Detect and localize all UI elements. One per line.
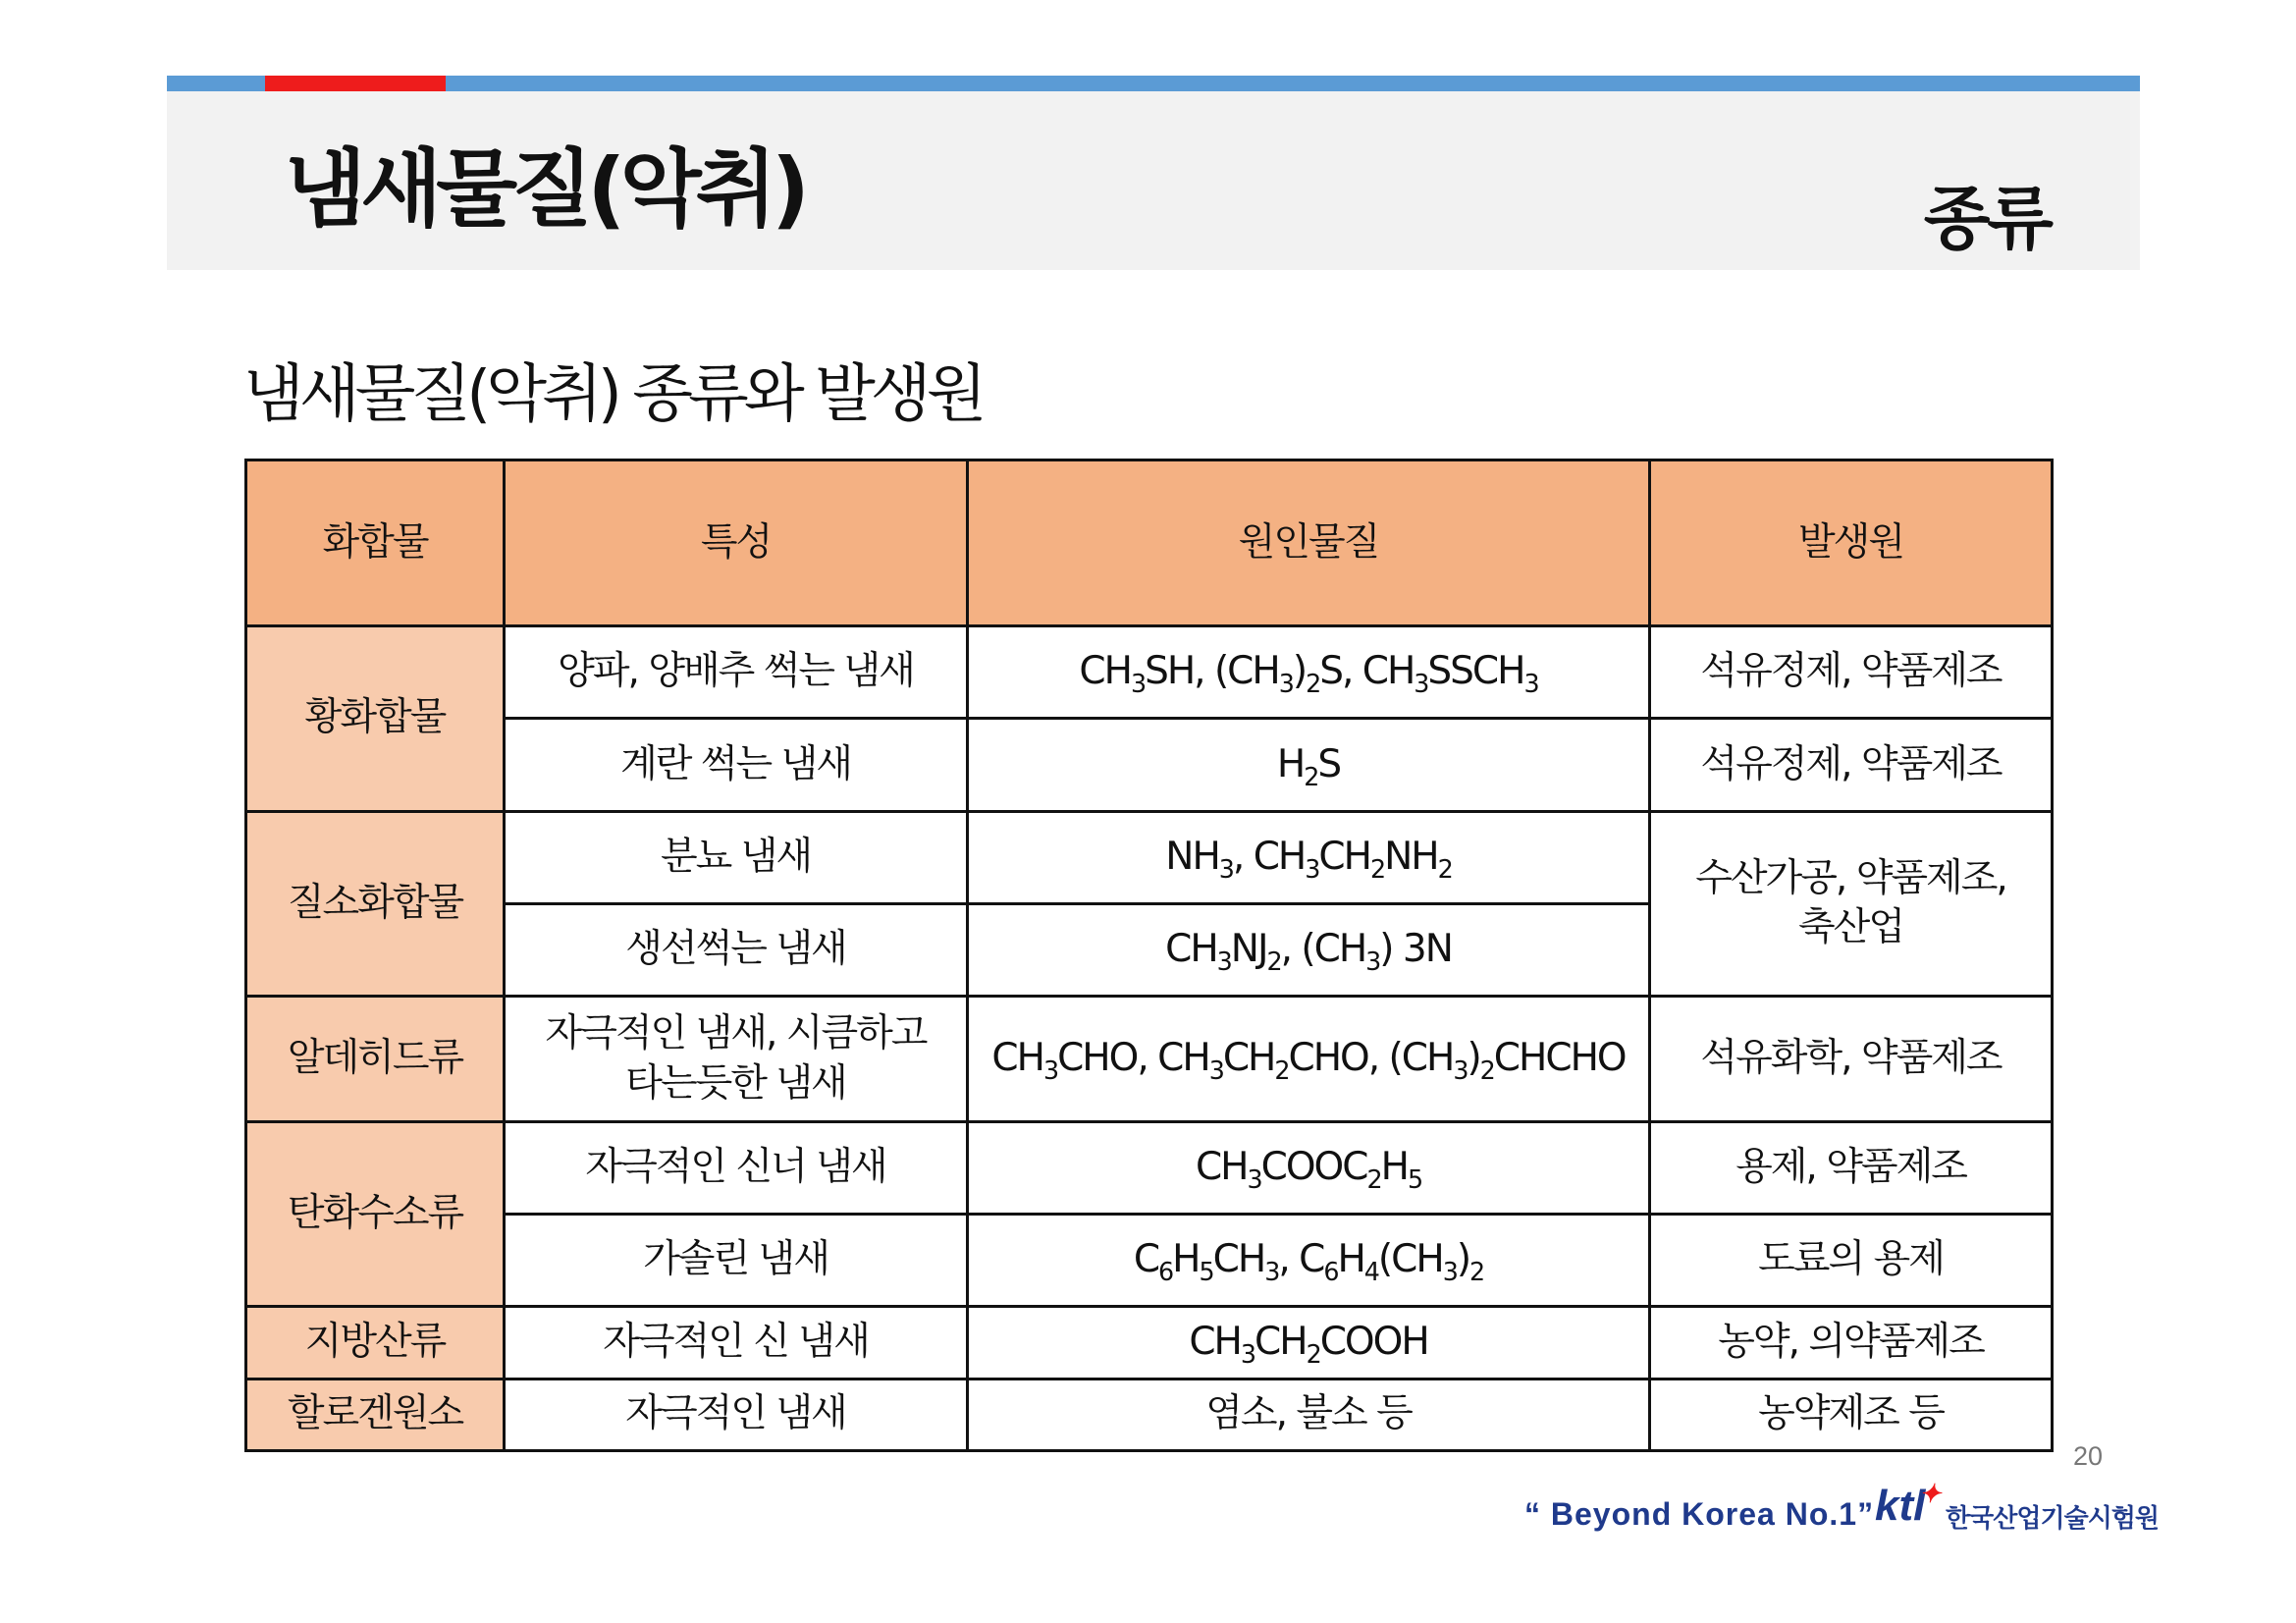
table-row	[246, 1307, 2053, 1379]
logo-star-icon: ✦	[1919, 1479, 1942, 1508]
trait-cell: 생선썩는 냄새	[505, 903, 968, 996]
category-cell: 황화합물	[246, 626, 505, 812]
table-row	[246, 719, 2053, 811]
odor-substance-table	[244, 459, 2054, 1452]
table-row	[246, 1121, 2053, 1214]
category-cell: 질소화합물	[246, 811, 505, 997]
footer-slogan: “ Beyond Korea No.1”	[1524, 1496, 1875, 1532]
footer-org-name: 한국산업기술시험원	[1946, 1504, 2160, 1534]
source-cell	[1650, 811, 2053, 997]
trait-cell: 자극적인 신 냄새	[505, 1307, 968, 1379]
substance-cell: $H_2S$	[968, 719, 1650, 811]
source-cell: 용제, 약품제조	[1650, 1121, 2053, 1214]
trait-cell	[505, 997, 968, 1121]
trait-cell: 분뇨 냄새	[505, 811, 968, 903]
substance-cell: $CH_3NJ_2$, $(CH_3)$ 3N	[968, 903, 1650, 996]
header-source: 발생원	[1650, 460, 2053, 626]
section-label: 종류	[1923, 179, 2051, 259]
header-substance: 원인물질	[968, 460, 1650, 626]
trait-cell: 양파, 양배추 썩는 냄새	[505, 626, 968, 719]
trait-cell: 계란 썩는 냄새	[505, 719, 968, 811]
category-cell: 탄화수소류	[246, 1121, 505, 1307]
substance-cell: $CH_3CHO$, $CH_3CH_2CHO$, $(CH_3)_2CHCHO$	[968, 997, 1650, 1121]
top-accent-bar	[167, 76, 2140, 91]
source-line: 축산업	[1797, 905, 1904, 950]
top-accent-red-segment	[265, 76, 446, 91]
source-cell: 농약, 의약품제조	[1650, 1307, 2053, 1379]
table-caption: 냄새물질(악취) 종류와 발생원	[243, 358, 983, 431]
substance-cell: $CH_3CH_2COOH$	[968, 1307, 1650, 1379]
source-cell: 도료의 용제	[1650, 1215, 2053, 1307]
category-cell: 지방산류	[246, 1307, 505, 1379]
table-row	[246, 1215, 2053, 1307]
header-trait: 특성	[505, 460, 968, 626]
logo-text: ktl	[1875, 1482, 1926, 1530]
substance-cell: $NH_3$, $CH_3CH_2NH_2$	[968, 811, 1650, 903]
trait-cell: 자극적인 냄새	[505, 1379, 968, 1450]
category-cell: 알데히드류	[246, 997, 505, 1121]
header-compound: 화합물	[246, 460, 505, 626]
ktl-logo	[1875, 1479, 1942, 1530]
source-cell: 농약제조 등	[1650, 1379, 2053, 1450]
source-line: 수산가공, 약품제조,	[1695, 855, 2006, 900]
table-header-row	[246, 460, 2053, 626]
table-row	[246, 626, 2053, 719]
substance-cell: 염소, 불소 등	[968, 1379, 1650, 1450]
substance-cell: $CH_3COOC_2H_5$	[968, 1121, 1650, 1214]
page-title: 냄새물질(악취)	[285, 140, 805, 239]
table-row	[246, 1379, 2053, 1450]
source-cell: 석유정제, 약품제조	[1650, 719, 2053, 811]
category-cell: 할로겐원소	[246, 1379, 505, 1450]
substance-cell: $C_6H_5CH_3$, $C_6H_4(CH_3)_2$	[968, 1215, 1650, 1307]
trait-cell: 자극적인 신너 냄새	[505, 1121, 968, 1214]
table-row	[246, 997, 2053, 1121]
trait-line: 타는듯한 냄새	[625, 1060, 846, 1106]
source-cell: 석유화학, 약품제조	[1650, 997, 2053, 1121]
substance-cell: $CH_3SH$, $(CH_3)_2S$, $CH_3SSCH_3$	[968, 626, 1650, 719]
page-number: 20	[2072, 1441, 2103, 1471]
table-row	[246, 811, 2053, 903]
trait-line: 자극적인 냄새, 시큼하고	[545, 1010, 927, 1055]
trait-cell: 가솔린 냄새	[505, 1215, 968, 1307]
source-cell: 석유정제, 약품제조	[1650, 626, 2053, 719]
